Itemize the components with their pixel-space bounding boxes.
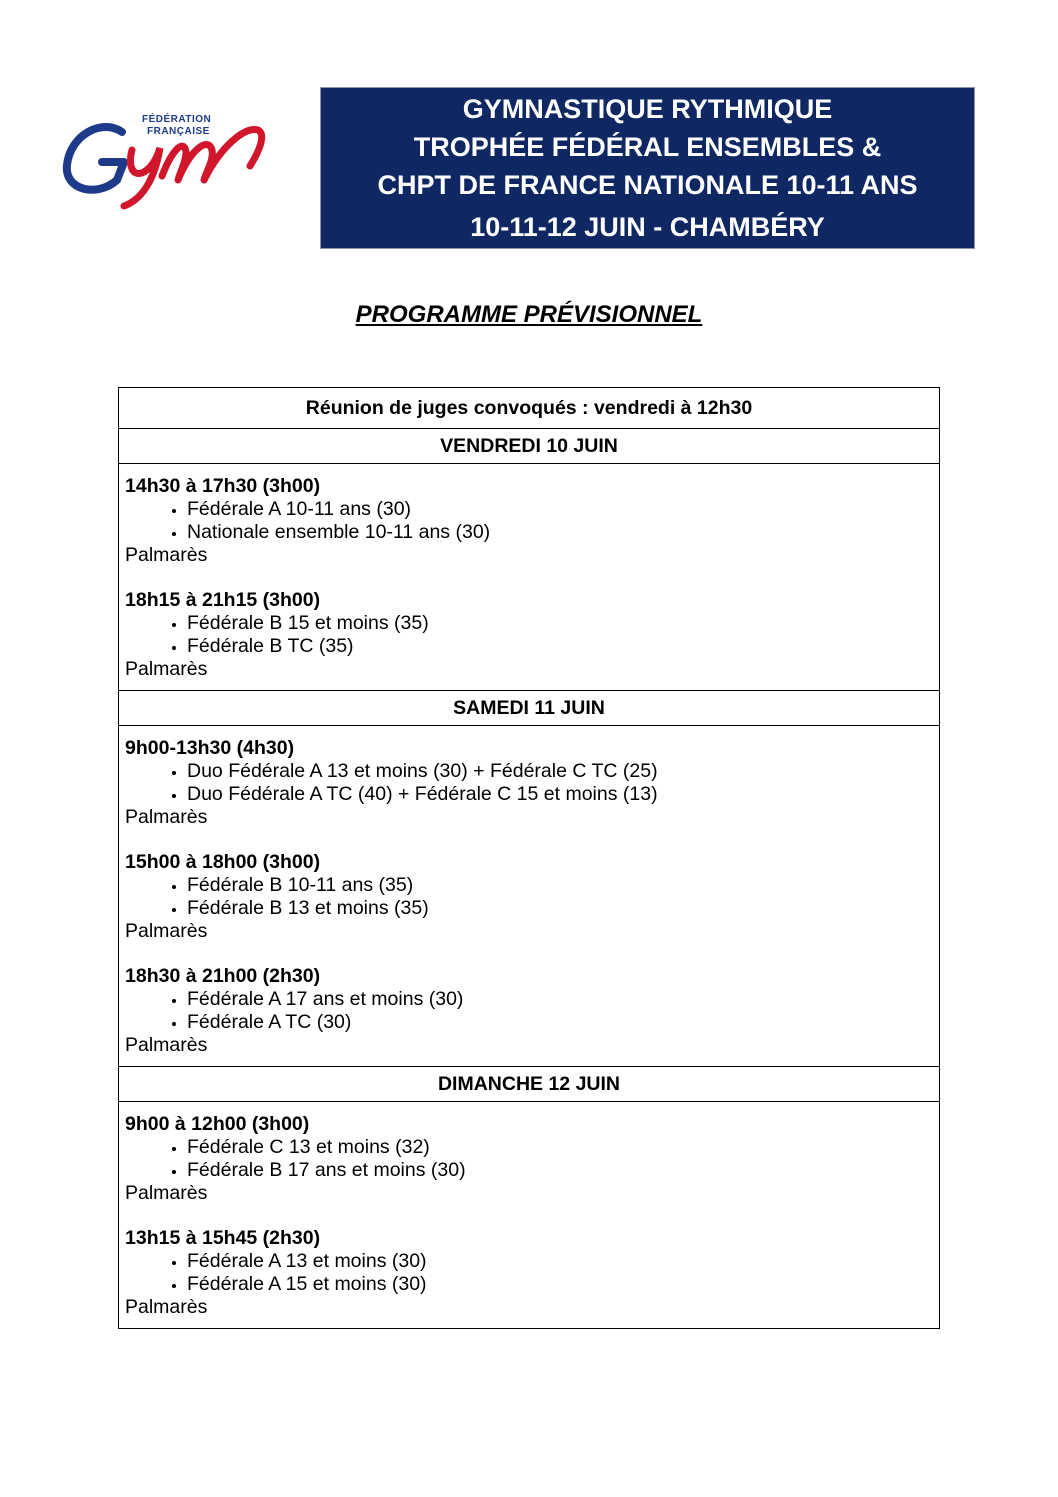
time-slot bbox=[125, 589, 933, 681]
day-content-sunday bbox=[119, 1102, 939, 1328]
category-item: • Fédérale A 10-11 ans (30) bbox=[187, 498, 933, 521]
day-content-saturday bbox=[119, 726, 939, 1067]
title-line-date-location: 10-11-12 JUIN - CHAMBÉRY bbox=[470, 212, 825, 242]
category-item: • Fédérale A 15 et moins (30) bbox=[187, 1273, 933, 1296]
slot-footer: Palmarès bbox=[125, 658, 208, 680]
time-slot bbox=[125, 1113, 933, 1205]
slot-time: 13h15 à 15h45 (2h30) bbox=[125, 1227, 321, 1249]
slot-time: 18h15 à 21h15 (3h00) bbox=[125, 589, 321, 611]
category-list bbox=[125, 1250, 933, 1296]
logo-text-bottom: FRANÇAISE bbox=[147, 126, 210, 137]
day-header-sunday: DIMANCHE 12 JUIN bbox=[119, 1067, 939, 1102]
slot-footer: Palmarès bbox=[125, 544, 208, 566]
category-list bbox=[125, 760, 933, 806]
category-item: • Fédérale A 13 et moins (30) bbox=[187, 1250, 933, 1273]
category-item: • Fédérale C 13 et moins (32) bbox=[187, 1136, 933, 1159]
category-list bbox=[125, 498, 933, 544]
slot-time: 18h30 à 21h00 (2h30) bbox=[125, 965, 321, 987]
event-title-box bbox=[320, 87, 975, 249]
gym-logo-icon bbox=[62, 110, 267, 215]
page-subtitle: PROGRAMME PRÉVISIONNEL bbox=[355, 301, 703, 328]
slot-footer: Palmarès bbox=[125, 1182, 208, 1204]
time-slot bbox=[125, 851, 933, 943]
slot-footer: Palmarès bbox=[125, 806, 208, 828]
slot-footer: Palmarès bbox=[125, 1034, 208, 1056]
slot-time: 15h00 à 18h00 (3h00) bbox=[125, 851, 321, 873]
category-item: • Fédérale B TC (35) bbox=[187, 635, 933, 658]
category-list bbox=[125, 874, 933, 920]
logo-text-top: FÉDÉRATION bbox=[142, 114, 212, 125]
category-item: • Fédérale B 17 ans et moins (30) bbox=[187, 1159, 933, 1182]
slot-footer: Palmarès bbox=[125, 920, 208, 942]
day-content-friday bbox=[119, 464, 939, 691]
slot-footer: Palmarès bbox=[125, 1296, 208, 1318]
judges-meeting-row: Réunion de juges convoqués : vendredi à 12h30 bbox=[119, 388, 939, 429]
category-item: • Fédérale B 10-11 ans (35) bbox=[187, 874, 933, 897]
category-list bbox=[125, 612, 933, 658]
category-item: • Nationale ensemble 10-11 ans (30) bbox=[187, 521, 933, 544]
time-slot bbox=[125, 475, 933, 567]
category-item: • Fédérale B 15 et moins (35) bbox=[187, 612, 933, 635]
time-slot bbox=[125, 1227, 933, 1319]
slot-time: 14h30 à 17h30 (3h00) bbox=[125, 475, 321, 497]
slot-time: 9h00-13h30 (4h30) bbox=[125, 737, 295, 759]
schedule-table bbox=[118, 387, 940, 1329]
federation-logo bbox=[62, 110, 267, 215]
category-item: • Fédérale B 13 et moins (35) bbox=[187, 897, 933, 920]
title-line-trophy: TROPHÉE FÉDÉRAL ENSEMBLES & bbox=[413, 132, 882, 162]
category-list bbox=[125, 988, 933, 1034]
time-slot bbox=[125, 737, 933, 829]
category-item: • Fédérale A 17 ans et moins (30) bbox=[187, 988, 933, 1011]
title-line-championship: CHPT DE FRANCE NATIONALE 10-11 ANS bbox=[377, 170, 918, 200]
day-header-friday: VENDREDI 10 JUIN bbox=[119, 429, 939, 464]
category-item: • Fédérale A TC (30) bbox=[187, 1011, 933, 1034]
category-item: • Duo Fédérale A TC (40) + Fédérale C 15 et moins (13) bbox=[187, 783, 933, 806]
title-line-discipline: GYMNASTIQUE RYTHMIQUE bbox=[462, 94, 833, 124]
day-header-saturday: SAMEDI 11 JUIN bbox=[119, 691, 939, 726]
category-item: • Duo Fédérale A 13 et moins (30) + Fédérale C TC (25) bbox=[187, 760, 933, 783]
time-slot bbox=[125, 965, 933, 1057]
category-list bbox=[125, 1136, 933, 1182]
slot-time: 9h00 à 12h00 (3h00) bbox=[125, 1113, 310, 1135]
